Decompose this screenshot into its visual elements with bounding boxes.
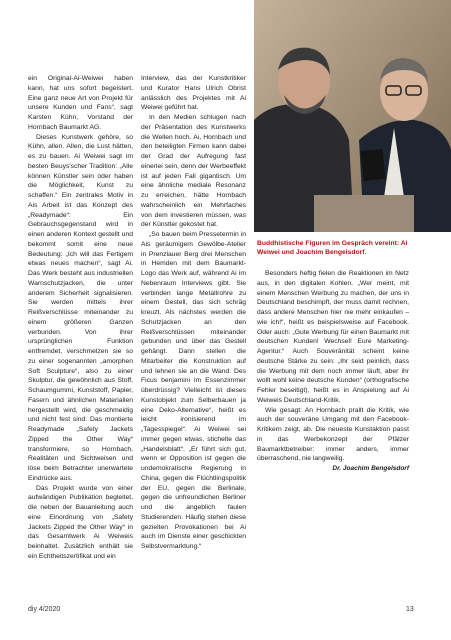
paragraph: ein Original-Ai-Weiwei haben kann, hat uns sofort begeistert. Eine ganz neue Art von Projekt für unsere Kunden und Fans“, sagt Karsten Kühn, Vorstand der Hornbach Baumarkt AG. (28, 75, 133, 131)
article-column-3 (257, 269, 409, 474)
photo-caption: Buddhistische Figuren im Gespräch vereint: Ai Weiwei und Joachim Bengelsdorf. (257, 240, 408, 256)
paragraph: Interview, das der Kunstkritiker und Kurator Hans Ulrich Obrist anlässlich des Projektes mit Ai Weiwei geführt hat. (141, 75, 246, 112)
paragraph: Wie gesagt: An Hornbach prallt die Kritik, wie auch der souveräne Umgang mit den Facebook-Kritikern zeigt, ab. Die neueste Kunstaktion passt in das Werbekonzept der Pfälzer Baumarktbetreiber: immer anders, immer überraschend, nie langweilig. (257, 406, 409, 463)
paragraph: Dieses Kunstwerk gehöre, so Kühn, allen. Allen, die Lust hätten, es zu bauen. Ai Weiwei sagt im besten Beuys'scher Tradition: „Alle können Künstler sein oder haben die Möglichkeit, Kunst zu schaffen.“ Ein zentrales Motiv in Ais Arbeit ist das Konzept des „Readymade“: Ein Gebrauchsgegenstand wird in einen anderen Kontext gestellt und bekommt somit eine neue Bedeutung: „Ich will das Fertigem etwas neues machen“, sagt Ai. Das Werk besteht aus industriellen Warnschutzjacken, die unter anderem Sicherheit signalisieren. Sie werden mittels ihrer Reißverschlüsse miteinander zu einem größeren Ganzen verbunden. Von ihrer ursprünglichen Funktion entfremdet, verschmelzen sie so zu einer sogenannten „amorphen Soft Sculpture“, also zu einer Skulptur, die gewöhnlich aus Stoff, Schaumgummi, Kunststoff, Papier, Fasern und ähnlichen Materialien hergestellt wird, die geschmeidig und nicht fest sind. Das montierte Readymade „Safety Jackets Zipped the Other Way“ transformiere, so Hornbach, Realitäten und Sichtweisen und löse beim Betrachter unerwartete Eindrücke aus. (28, 133, 133, 482)
issue-label: diy 4/2020 (28, 606, 61, 613)
article-column-2 (141, 74, 246, 552)
paragraph: Besonders heftig fielen die Reaktionen im Netz aus, in den digitalen Kohlen. „Wer meint, mit einem Menschen Werbung zu machen, der uns in Deutschland beschimpft, der muss damit rechnen, dass andere Menschen hier nie mehr einkaufen – wie ich!“, heißt es beispielsweise auf Facebook. Oder auch: „Gute Werbung für einen Baumarkt mit deutschen Kunden! Wechsel! Eure Marketing-Agentur.“ Auch Souveränität scheint keine deutsche Stärke zu sein: „Ihr seid peinlich, dass die Werbung mit dem noch immer läuft, aber ihr wollt wohl keine deutsche Kunden“ (orthografische Fehler beseitigt), heißt es in Anspielung auf Ai Weiweis Deutschland-Kritik. (257, 270, 409, 404)
paragraph: Das Projekt wurde von einer aufwändigen Publikation begleitet, die neben der Bauanleitung auch eine Einordnung von „Safety Jackets Zipped the Other Way“ in das Gesamtwerk Ai Weiweis beinhaltet. Zusätzlich enthält sie ein Echtheitszertifikat und ein (28, 484, 133, 560)
page-number: 13 (406, 606, 414, 613)
article-column-1 (28, 74, 133, 562)
photo-illustration (254, 0, 451, 232)
paragraph: In den Medien schlugen nach der Präsentation des Kunstwerks die Wellen hoch. Ai, Hornbach und den beteiligten Firmen kann dabei der Grad der Aufregung fast einerlei sein, denn der Werbeeffekt ist auf jeden Fall gigantisch. Um eine ähnliche mediale Resonanz zu erreichen, hätte Hornbach wahrscheinlich ein Mehrfaches von dem investieren müssen, was der Künstler gekostet hat. (141, 114, 246, 229)
author-signature: Dr. Joachim Bengelsdorf (332, 465, 409, 472)
article-photo (254, 0, 451, 232)
paragraph: „So bauen beim Pressetermin in Ais geräumigem Gewölbe-Atelier in Prenzlauer Berg drei Menschen in Hemden mit dem Baumarkt-Logo das Werk auf, während Ai im Nebenraum Interviews gibt. Sie verbinden lange Metallrohre zu einem Gestell, das sich schräg kreuzt. Als nächstes werden die Schutzjacken an den Reißverschlüssen miteinander gebunden und über das Gestell gehängt. Dann stellen die Mitarbeiter die Konstruktion auf und lehnen sie an die Wand. Des Ficus benjamini im Essenzimmer überdrüssig? Vielleicht ist dieses Kunstobjekt zum Selberbauen ja eine Deko-Alternative“, heißt es leicht ironisierend im „Tagesspiegel“. Ai Weiwei sei immer gegen etwas, stichelte das „Handelsblatt“. „Er führt sich gut, wenn er Opposition ist gegen die undemokratische Regierung in China, gegen die Flüchtlingspolitik der EU, gegen die Berlinale, gegen die unfreundlichen Berliner und die angeblich faulen Studierenden. Häufig stehen diese gezielten Provokationen bei Ai auch im Dienste einer geschickten Selbstvermarktung.“ (141, 231, 246, 550)
